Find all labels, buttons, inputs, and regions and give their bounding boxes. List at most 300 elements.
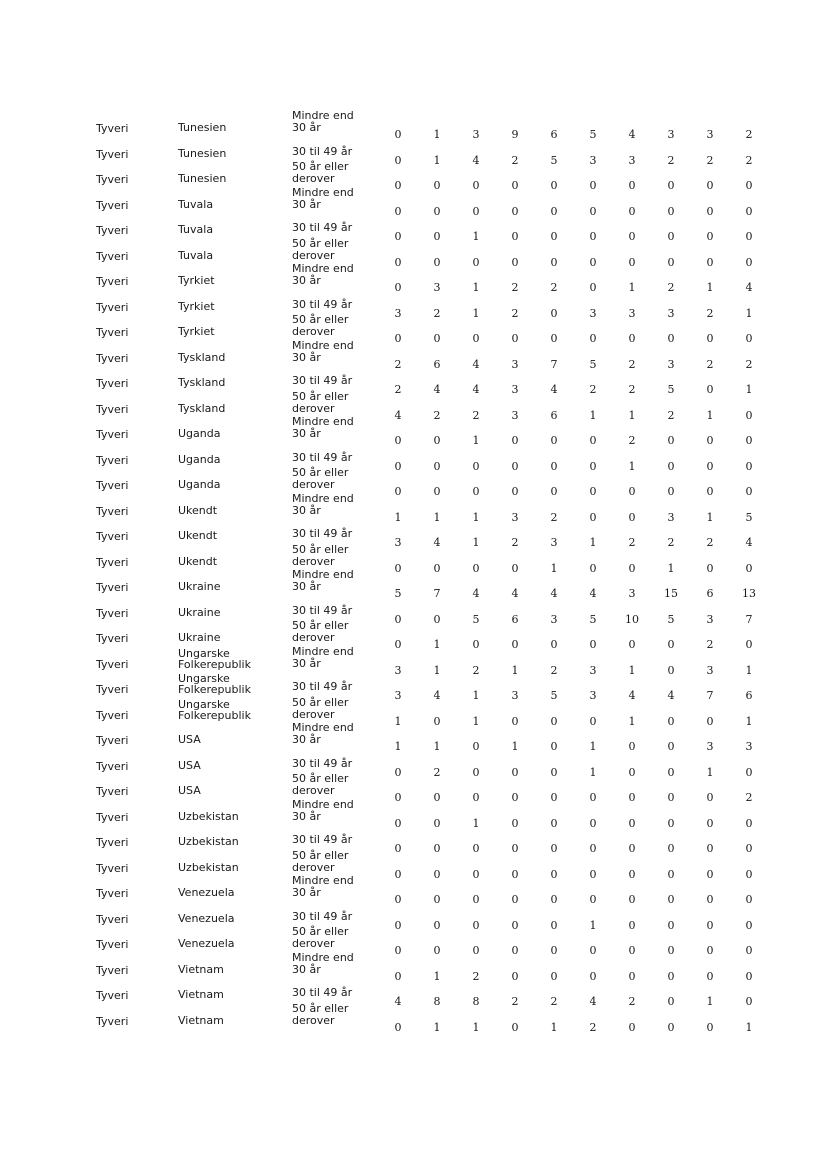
value-cell: 1: [628, 663, 636, 677]
value-cell: 0: [667, 434, 675, 447]
value-cell: 1: [589, 765, 597, 779]
value-cell: 0: [394, 842, 402, 855]
value-cell: 0: [745, 255, 753, 269]
value-cell: 1: [706, 765, 714, 779]
age-group-cell: Mindre end 30 år: [292, 262, 354, 287]
crime-type-cell: Tyveri: [96, 657, 129, 671]
value-cell: 0: [628, 816, 636, 830]
value-cell: 0: [433, 485, 441, 498]
value-cell: 0: [745, 204, 753, 218]
value-cell: 1: [589, 408, 597, 422]
value-cell: 0: [511, 332, 519, 345]
country-cell: Ukendt: [178, 529, 218, 542]
value-cell: 1: [745, 306, 753, 320]
value-cell: 1: [706, 408, 714, 422]
value-cell: 0: [511, 230, 519, 243]
value-cell: 0: [706, 179, 714, 192]
country-cell: USA: [178, 758, 201, 772]
value-cell: 0: [550, 969, 558, 983]
value-cell: 2: [745, 791, 753, 804]
value-cell: 0: [589, 434, 597, 447]
crime-type-cell: Tyveri: [96, 734, 129, 747]
country-cell: Uzbekistan: [178, 809, 239, 823]
table-row: [0, 1001, 828, 1035]
value-cell: 0: [511, 459, 519, 473]
value-cell: 0: [433, 332, 441, 345]
age-group-cell: 30 til 49 år: [292, 603, 353, 617]
age-group-cell: 50 år eller derover: [292, 848, 349, 874]
value-cell: 2: [550, 663, 558, 677]
value-cell: 0: [511, 638, 519, 651]
value-cell: 0: [706, 867, 714, 881]
value-cell: 0: [667, 638, 675, 651]
value-cell: 0: [628, 893, 636, 906]
value-cell: 8: [472, 995, 480, 1008]
value-cell: 0: [550, 918, 558, 932]
crime-type-cell: Tyveri: [96, 173, 129, 186]
country-cell: Uganda: [178, 478, 221, 491]
table-row: [0, 338, 828, 372]
value-cell: 1: [589, 918, 597, 932]
value-cell: 0: [589, 842, 597, 855]
value-cell: 0: [550, 255, 558, 269]
country-cell: Tyrkiet: [178, 274, 215, 287]
value-cell: 0: [511, 969, 519, 983]
value-cell: 4: [511, 587, 519, 600]
value-cell: 0: [745, 969, 753, 983]
value-cell: 2: [706, 306, 714, 320]
value-cell: 0: [745, 867, 753, 881]
crime-type-cell: Tyveri: [96, 453, 129, 467]
value-cell: 0: [589, 281, 597, 294]
crime-type-cell: Tyveri: [96, 632, 129, 645]
value-cell: 5: [745, 510, 753, 524]
value-cell: 0: [667, 1020, 675, 1034]
country-cell: Ukraine: [178, 605, 221, 619]
value-cell: 0: [433, 944, 441, 957]
crime-type-cell: Tyveri: [96, 377, 129, 390]
value-cell: 3: [628, 306, 636, 320]
value-cell: 0: [667, 918, 675, 932]
value-cell: 0: [394, 485, 402, 498]
value-cell: 2: [667, 408, 675, 422]
value-cell: 1: [745, 714, 753, 728]
value-cell: 0: [550, 867, 558, 881]
age-group-cell: 30 til 49 år: [292, 680, 353, 693]
value-cell: 0: [628, 561, 636, 575]
country-cell: Ungarske Folkerepublik: [178, 646, 251, 671]
value-cell: 0: [472, 918, 480, 932]
value-cell: 4: [745, 536, 753, 549]
value-cell: 2: [472, 663, 480, 677]
age-group-cell: 30 til 49 år: [292, 909, 353, 923]
crime-type-cell: Tyveri: [96, 708, 129, 722]
value-cell: 6: [433, 357, 441, 371]
value-cell: 0: [628, 918, 636, 932]
value-cell: 0: [667, 842, 675, 855]
value-cell: 3: [706, 663, 714, 677]
value-cell: 0: [589, 791, 597, 804]
value-cell: 0: [472, 485, 480, 498]
value-cell: 0: [706, 791, 714, 804]
value-cell: 0: [589, 816, 597, 830]
value-cell: 0: [394, 281, 402, 294]
value-cell: 0: [628, 765, 636, 779]
value-cell: 3: [550, 536, 558, 549]
value-cell: 0: [745, 332, 753, 345]
value-cell: 0: [511, 255, 519, 269]
crime-type-cell: Tyveri: [96, 479, 129, 492]
value-cell: 1: [745, 663, 753, 677]
value-cell: 3: [589, 689, 597, 702]
value-cell: 1: [706, 995, 714, 1008]
table-row: [0, 160, 828, 193]
value-cell: 0: [745, 638, 753, 651]
value-cell: 0: [433, 204, 441, 218]
value-cell: 4: [667, 689, 675, 702]
value-cell: 0: [511, 204, 519, 218]
value-cell: 7: [550, 357, 558, 371]
value-cell: 2: [706, 357, 714, 371]
value-cell: 2: [550, 281, 558, 294]
value-cell: 2: [745, 128, 753, 141]
crime-type-cell: Tyveri: [96, 683, 129, 696]
value-cell: 0: [628, 867, 636, 881]
value-cell: 0: [667, 969, 675, 983]
table-row: [0, 756, 828, 780]
value-cell: 1: [550, 561, 558, 575]
value-cell: 0: [745, 408, 753, 422]
value-cell: 3: [394, 536, 402, 549]
country-cell: Uzbekistan: [178, 860, 239, 874]
table-row: [0, 985, 828, 1009]
country-cell: USA: [178, 784, 201, 797]
value-cell: 0: [433, 561, 441, 575]
value-cell: 0: [667, 816, 675, 830]
value-cell: 0: [667, 944, 675, 957]
value-cell: 0: [472, 740, 480, 753]
value-cell: 0: [472, 561, 480, 575]
country-cell: Venezuela: [178, 886, 235, 899]
value-cell: 0: [511, 765, 519, 779]
value-cell: 13: [742, 587, 756, 600]
value-cell: 2: [433, 408, 441, 422]
value-cell: 0: [667, 740, 675, 753]
age-group-cell: 50 år eller derover: [292, 1001, 349, 1027]
value-cell: 1: [550, 1020, 558, 1034]
value-cell: 0: [706, 893, 714, 906]
value-cell: 0: [472, 179, 480, 192]
value-cell: 0: [550, 230, 558, 243]
value-cell: 1: [472, 281, 480, 294]
value-cell: 0: [589, 867, 597, 881]
value-cell: 0: [472, 204, 480, 218]
value-cell: 2: [667, 281, 675, 294]
value-cell: 0: [745, 485, 753, 498]
value-cell: 0: [550, 179, 558, 192]
table-row: [0, 491, 828, 525]
value-cell: 0: [472, 944, 480, 957]
value-cell: 0: [628, 485, 636, 498]
value-cell: 1: [628, 281, 636, 294]
value-cell: 2: [511, 306, 519, 320]
value-cell: 0: [589, 459, 597, 473]
value-cell: 0: [550, 332, 558, 345]
value-cell: 0: [433, 255, 441, 269]
value-cell: 1: [745, 383, 753, 396]
value-cell: 0: [433, 867, 441, 881]
value-cell: 0: [472, 459, 480, 473]
table-row: [0, 373, 828, 397]
value-cell: 3: [745, 740, 753, 753]
value-cell: 0: [589, 204, 597, 218]
value-cell: 0: [511, 791, 519, 804]
value-cell: 2: [706, 153, 714, 167]
age-group-cell: 30 til 49 år: [292, 527, 353, 540]
value-cell: 0: [550, 434, 558, 447]
value-cell: 0: [745, 816, 753, 830]
value-cell: 0: [589, 944, 597, 957]
value-cell: 3: [511, 383, 519, 396]
age-group-cell: Mindre end 30 år: [292, 950, 354, 976]
table-row: [0, 262, 828, 295]
value-cell: 0: [394, 791, 402, 804]
value-cell: 0: [511, 714, 519, 728]
value-cell: 0: [394, 434, 402, 447]
value-cell: 0: [511, 918, 519, 932]
age-group-cell: 50 år eller derover: [292, 160, 349, 185]
value-cell: 0: [667, 995, 675, 1008]
age-group-cell: Mindre end 30 år: [292, 415, 354, 440]
value-cell: 0: [589, 510, 597, 524]
value-cell: 0: [394, 816, 402, 830]
value-cell: 1: [433, 663, 441, 677]
country-cell: Tyrkiet: [178, 299, 215, 313]
value-cell: 1: [433, 740, 441, 753]
value-cell: 0: [706, 434, 714, 447]
value-cell: 2: [394, 357, 402, 371]
crime-type-cell: Tyveri: [96, 912, 129, 926]
country-cell: Tunesien: [178, 146, 227, 160]
value-cell: 0: [550, 306, 558, 320]
value-cell: 0: [706, 969, 714, 983]
value-cell: 0: [511, 893, 519, 906]
value-cell: 0: [433, 714, 441, 728]
value-cell: 3: [550, 612, 558, 626]
value-cell: 0: [511, 179, 519, 192]
age-group-cell: 50 år eller derover: [292, 236, 349, 262]
value-cell: 0: [433, 230, 441, 243]
value-cell: 0: [511, 816, 519, 830]
value-cell: 7: [706, 689, 714, 702]
value-cell: 4: [628, 128, 636, 141]
value-cell: 0: [433, 816, 441, 830]
value-cell: 1: [472, 816, 480, 830]
value-cell: 0: [667, 893, 675, 906]
value-cell: 3: [589, 663, 597, 677]
value-cell: 0: [550, 459, 558, 473]
value-cell: 0: [667, 867, 675, 881]
value-cell: 0: [628, 791, 636, 804]
value-cell: 1: [472, 230, 480, 243]
country-cell: Vietnam: [178, 1013, 224, 1027]
value-cell: 0: [550, 485, 558, 498]
crime-type-cell: Tyveri: [96, 555, 129, 569]
crime-type-cell: Tyveri: [96, 275, 129, 288]
value-cell: 2: [628, 536, 636, 549]
value-cell: 0: [511, 867, 519, 881]
value-cell: 6: [511, 612, 519, 626]
table-row: [0, 721, 828, 754]
age-group-cell: 30 til 49 år: [292, 221, 353, 234]
value-cell: 0: [667, 485, 675, 498]
value-cell: 5: [667, 612, 675, 626]
table-row: [0, 466, 828, 499]
value-cell: 0: [745, 230, 753, 243]
value-cell: 0: [706, 204, 714, 218]
value-cell: 2: [628, 383, 636, 396]
country-cell: Ukendt: [178, 554, 218, 568]
value-cell: 1: [628, 408, 636, 422]
table-row: [0, 185, 828, 219]
value-cell: 0: [706, 230, 714, 243]
value-cell: 0: [706, 383, 714, 396]
crime-type-cell: Tyveri: [96, 147, 129, 161]
country-cell: Uganda: [178, 427, 221, 440]
value-cell: 0: [745, 765, 753, 779]
crime-type-cell: Tyveri: [96, 938, 129, 951]
value-cell: 2: [511, 281, 519, 294]
value-cell: 2: [589, 1020, 597, 1034]
value-cell: 2: [745, 153, 753, 167]
country-cell: Venezuela: [178, 911, 235, 925]
crime-type-cell: Tyveri: [96, 861, 129, 875]
value-cell: 0: [550, 714, 558, 728]
country-cell: Tyskland: [178, 401, 226, 415]
value-cell: 3: [394, 306, 402, 320]
value-cell: 10: [625, 612, 639, 626]
value-cell: 0: [706, 944, 714, 957]
value-cell: 0: [433, 612, 441, 626]
table-row: [0, 672, 828, 703]
crime-type-cell: Tyveri: [96, 810, 129, 824]
country-cell: USA: [178, 733, 201, 746]
value-cell: 3: [511, 689, 519, 702]
country-cell: Uganda: [178, 452, 221, 466]
value-cell: 2: [589, 383, 597, 396]
value-cell: 0: [511, 434, 519, 447]
age-group-cell: Mindre end 30 år: [292, 797, 354, 823]
value-cell: 0: [472, 638, 480, 651]
value-cell: 0: [667, 204, 675, 218]
value-cell: 2: [550, 510, 558, 524]
value-cell: 2: [472, 408, 480, 422]
value-cell: 0: [394, 561, 402, 575]
value-cell: 1: [394, 510, 402, 524]
value-cell: 0: [394, 918, 402, 932]
table-row: [0, 220, 828, 244]
value-cell: 1: [628, 459, 636, 473]
value-cell: 0: [628, 332, 636, 345]
value-cell: 0: [433, 434, 441, 447]
value-cell: 1: [472, 306, 480, 320]
table-row: [0, 619, 828, 652]
value-cell: 0: [706, 842, 714, 855]
value-cell: 1: [589, 740, 597, 753]
age-group-cell: 30 til 49 år: [292, 450, 353, 464]
table-row: [0, 950, 828, 984]
value-cell: 0: [628, 179, 636, 192]
value-cell: 2: [706, 536, 714, 549]
age-group-cell: 50 år eller derover: [292, 542, 349, 568]
age-group-cell: 50 år eller derover: [292, 313, 349, 338]
value-cell: 15: [664, 587, 678, 600]
value-cell: 0: [394, 612, 402, 626]
value-cell: 1: [433, 128, 441, 141]
value-cell: 4: [433, 536, 441, 549]
value-cell: 3: [628, 153, 636, 167]
value-cell: 3: [628, 587, 636, 600]
value-cell: 3: [589, 153, 597, 167]
value-cell: 0: [745, 893, 753, 906]
value-cell: 0: [706, 459, 714, 473]
value-cell: 0: [667, 459, 675, 473]
value-cell: 2: [628, 434, 636, 447]
value-cell: 0: [628, 740, 636, 753]
value-cell: 2: [433, 306, 441, 320]
value-cell: 4: [589, 587, 597, 600]
table-row: [0, 797, 828, 831]
age-group-cell: Mindre end 30 år: [292, 109, 354, 134]
value-cell: 0: [550, 204, 558, 218]
value-cell: 3: [706, 740, 714, 753]
table-row: [0, 848, 828, 882]
value-cell: 1: [745, 1020, 753, 1034]
table-row: [0, 772, 828, 805]
value-cell: 0: [706, 255, 714, 269]
age-group-cell: 30 til 49 år: [292, 833, 353, 846]
table-row: [0, 389, 828, 423]
value-cell: 0: [628, 969, 636, 983]
value-cell: 0: [628, 510, 636, 524]
age-group-cell: Mindre end 30 år: [292, 874, 354, 899]
value-cell: 0: [394, 765, 402, 779]
value-cell: 1: [394, 740, 402, 753]
value-cell: 0: [550, 816, 558, 830]
country-cell: Tuvala: [178, 223, 214, 236]
value-cell: 6: [550, 128, 558, 141]
value-cell: 4: [433, 689, 441, 702]
country-cell: Ungarske Folkerepublik: [178, 697, 251, 722]
age-group-cell: 50 år eller derover: [292, 466, 349, 491]
value-cell: 0: [433, 918, 441, 932]
value-cell: 0: [745, 918, 753, 932]
crime-type-cell: Tyveri: [96, 249, 129, 263]
value-cell: 0: [394, 179, 402, 192]
value-cell: 0: [394, 230, 402, 243]
value-cell: 2: [628, 995, 636, 1008]
value-cell: 4: [472, 357, 480, 371]
age-group-cell: Mindre end 30 år: [292, 644, 354, 670]
value-cell: 0: [706, 816, 714, 830]
crime-type-cell: Tyveri: [96, 300, 129, 314]
value-cell: 4: [550, 383, 558, 396]
value-cell: 0: [667, 791, 675, 804]
value-cell: 2: [745, 357, 753, 371]
country-cell: Venezuela: [178, 937, 235, 950]
value-cell: 4: [433, 383, 441, 396]
crime-type-cell: Tyveri: [96, 581, 129, 594]
